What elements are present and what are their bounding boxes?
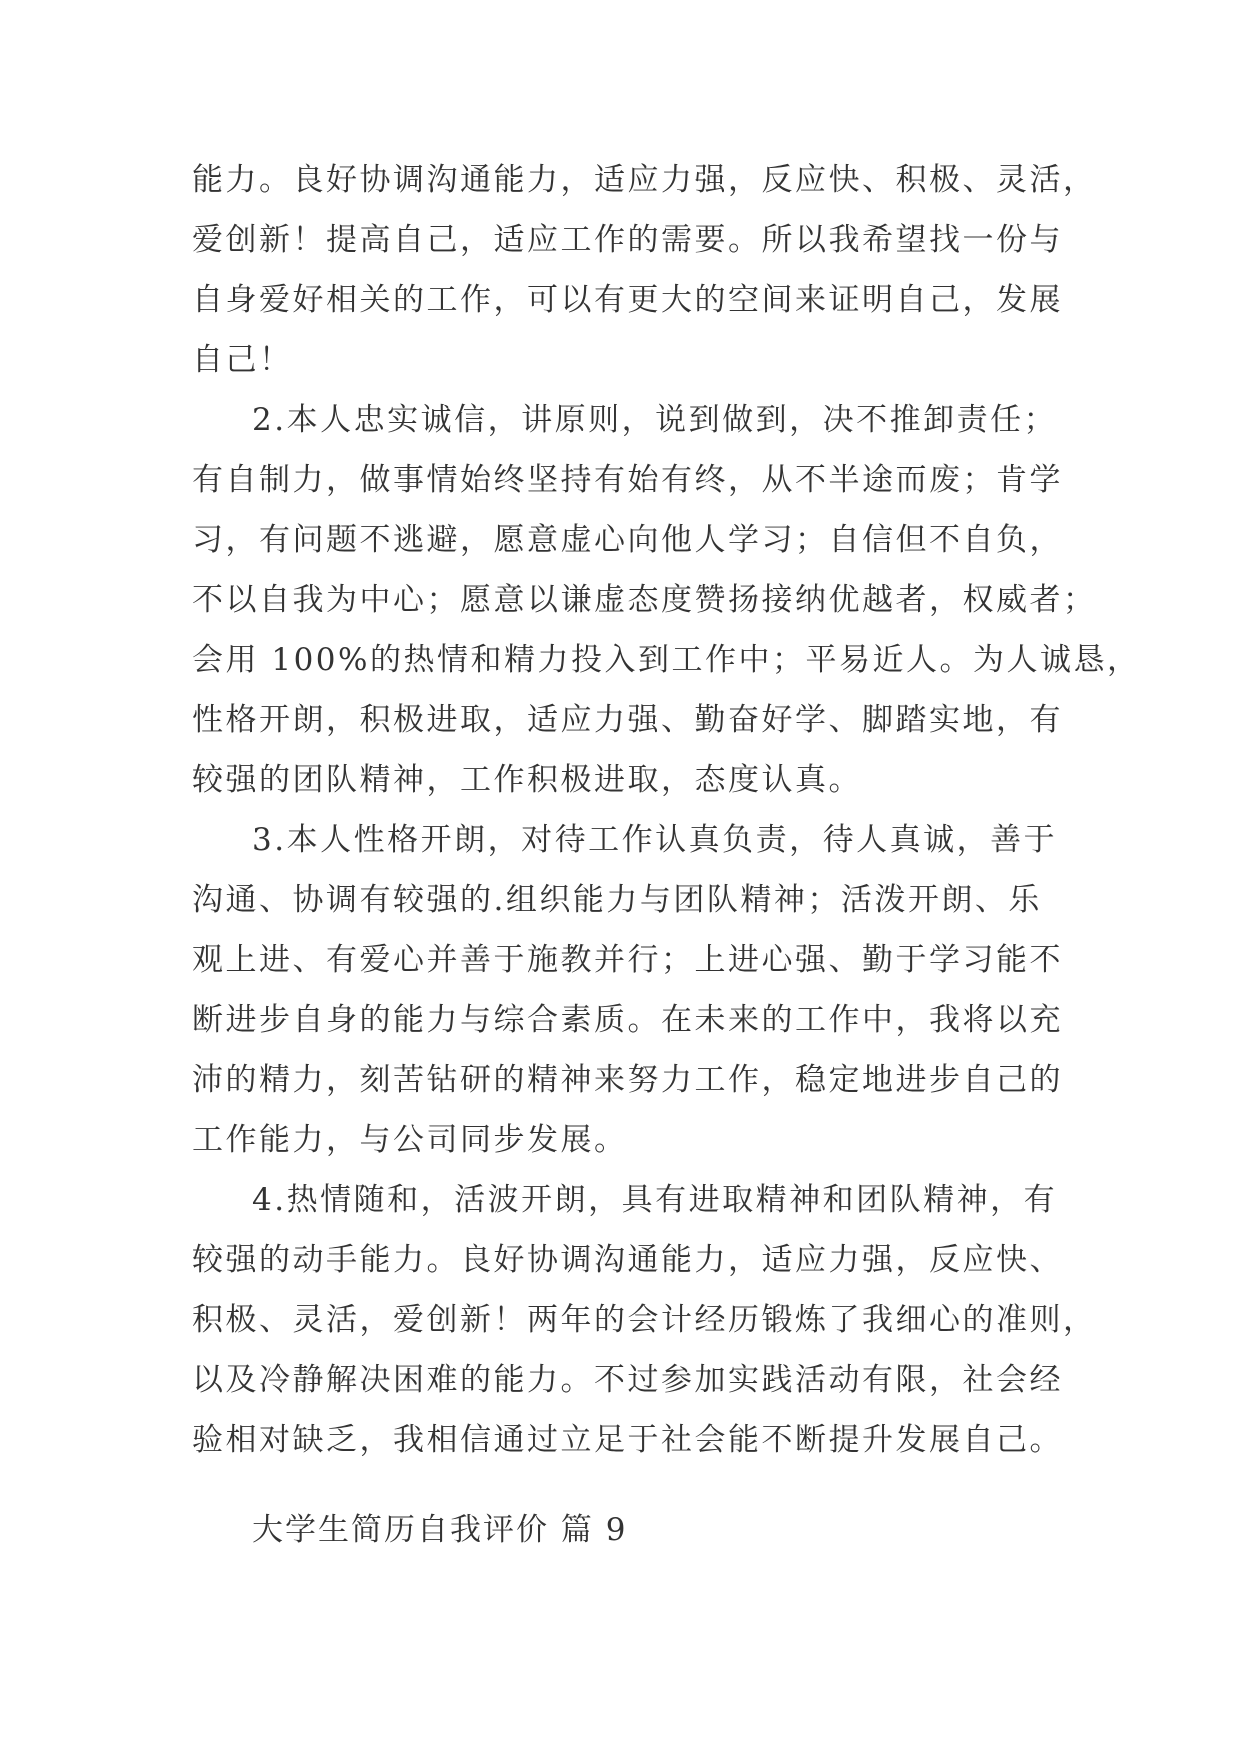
paragraph-line: 有自制力，做事情始终坚持有始有终，从不半途而废；肯学: [192, 462, 1063, 498]
paragraph-line: 较强的团队精神，工作积极进取，态度认真。: [192, 762, 862, 798]
paragraph-line: 性格开朗，积极进取，适应力强、勤奋好学、脚踏实地，有: [192, 702, 1063, 738]
section-heading: 大学生简历自我评价 篇 9: [252, 1512, 628, 1548]
paragraph-line: 工作能力，与公司同步发展。: [192, 1122, 628, 1158]
paragraph-line: 沛的精力，刻苦钻研的精神来努力工作，稳定地进步自己的: [192, 1062, 1063, 1098]
paragraph-line: 积极、灵活，爱创新！两年的会计经历锻炼了我细心的准则，: [192, 1302, 1097, 1338]
paragraph-line: 较强的动手能力。良好协调沟通能力，适应力强，反应快、: [192, 1242, 1063, 1278]
paragraph-3: [192, 810, 1063, 1170]
paragraph-line: 2.本人忠实诚信，讲原则，说到做到，决不推卸责任；: [252, 402, 1058, 438]
paragraph-line: 3.本人性格开朗，对待工作认真负责，待人真诚，善于: [252, 822, 1058, 858]
paragraph-2: [192, 390, 1141, 810]
paragraph-line: 4.热情随和，活波开朗，具有进取精神和团队精神，有: [252, 1182, 1058, 1218]
paragraph-line: 能力。良好协调沟通能力，适应力强，反应快、积极、灵活，: [192, 162, 1097, 198]
paragraph-line: 观上进、有爱心并善于施教并行；上进心强、勤于学习能不: [192, 942, 1063, 978]
paragraph-line: 沟通、协调有较强的.组织能力与团队精神；活泼开朗、乐: [192, 882, 1042, 918]
paragraph-line: 自己！: [192, 342, 293, 378]
paragraph-line: 自身爱好相关的工作，可以有更大的空间来证明自己，发展: [192, 282, 1063, 318]
paragraph-line: 以及冷静解决困难的能力。不过参加实践活动有限，社会经: [192, 1362, 1063, 1398]
paragraph-line: 断进步自身的能力与综合素质。在未来的工作中，我将以充: [192, 1002, 1063, 1038]
paragraph-1: [192, 150, 1097, 390]
paragraph-line: 会用 100%的热情和精力投入到工作中；平易近人。为人诚恳，: [192, 642, 1141, 678]
paragraph-line: 爱创新！提高自己，适应工作的需要。所以我希望找一份与: [192, 222, 1063, 258]
paragraph-4: [192, 1170, 1097, 1470]
document-body: [192, 150, 1141, 1470]
paragraph-line: 验相对缺乏，我相信通过立足于社会能不断提升发展自己。: [192, 1422, 1063, 1458]
paragraph-line: 不以自我为中心；愿意以谦虚态度赞扬接纳优越者，权威者；: [192, 582, 1097, 618]
paragraph-line: 习，有问题不逃避，愿意虚心向他人学习；自信但不自负，: [192, 522, 1063, 558]
